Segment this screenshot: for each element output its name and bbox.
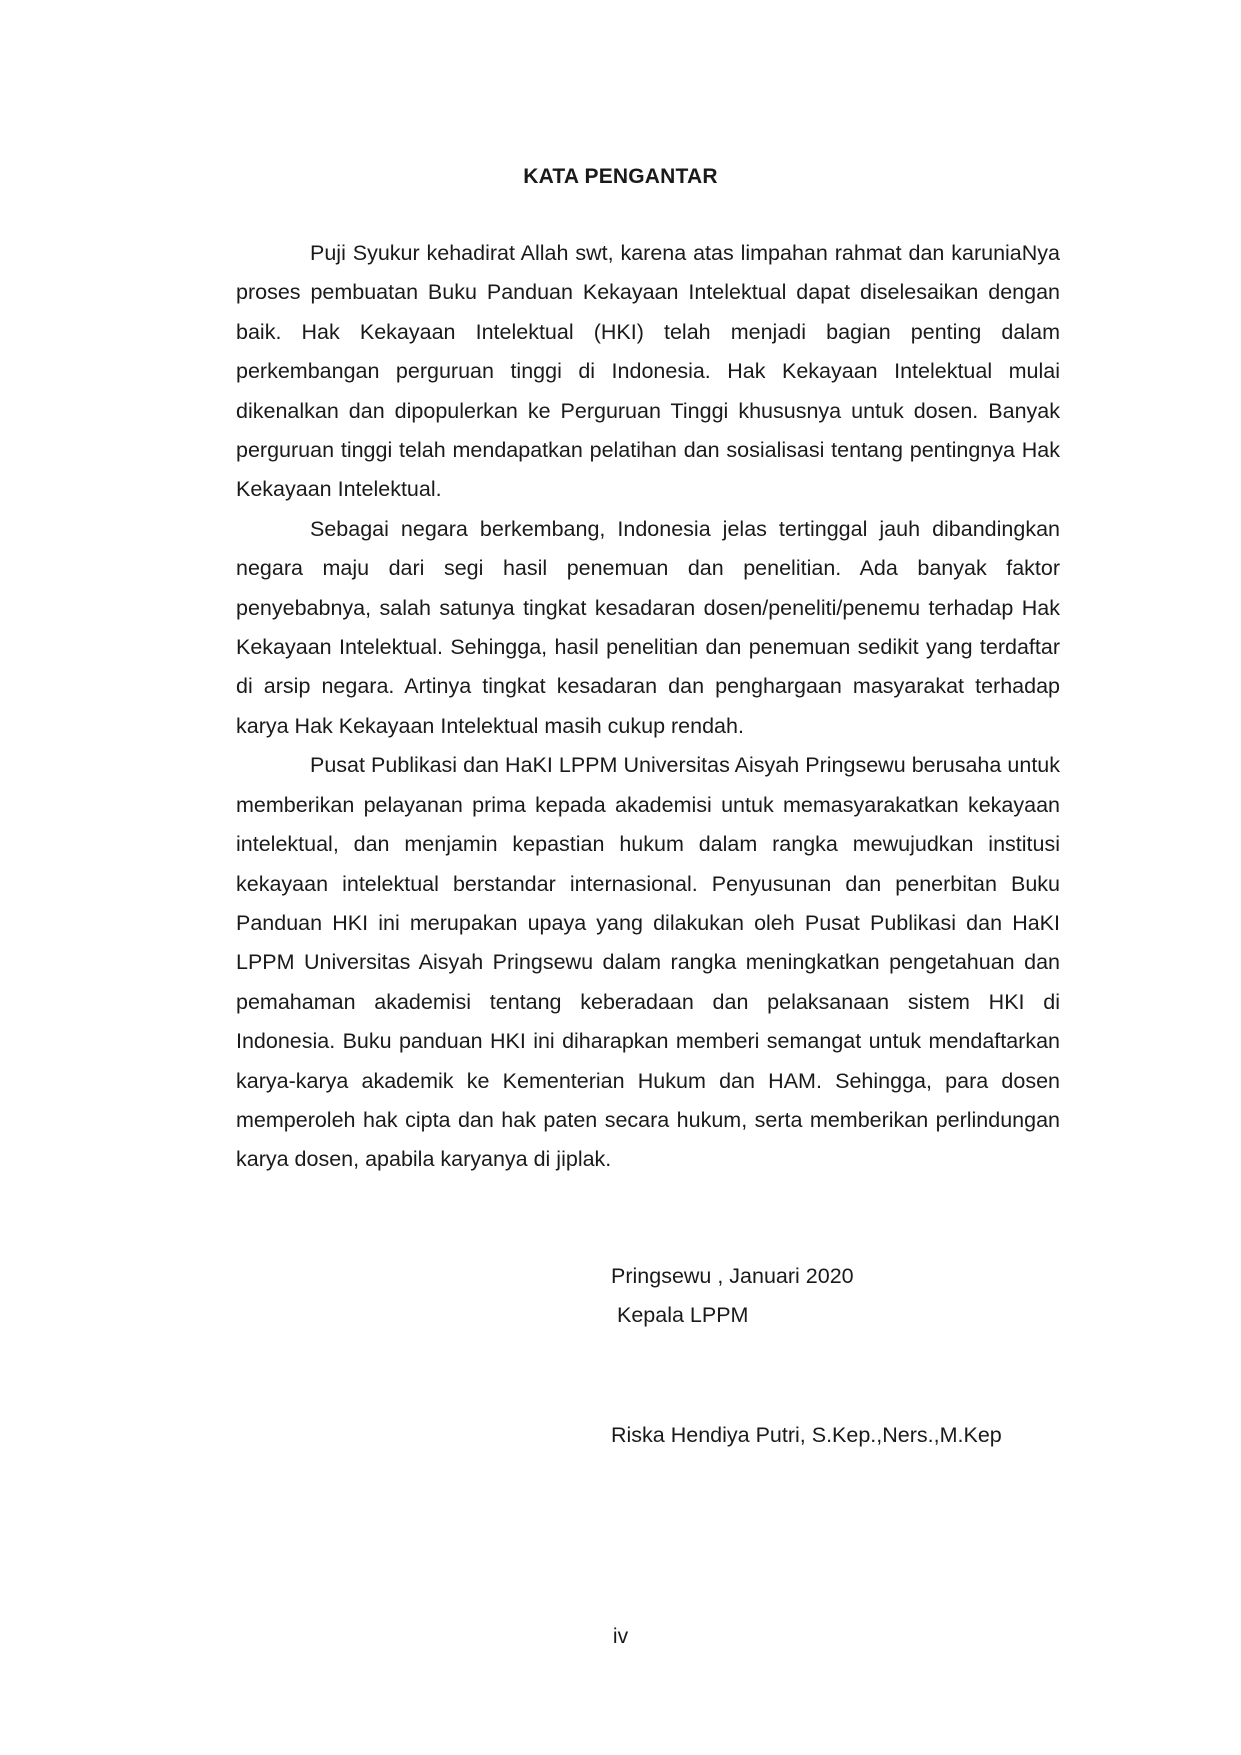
paragraph-1: Puji Syukur kehadirat Allah swt, karena atas limpahan rahmat dan karuniaNya proses pembuatan Buku Panduan Kekayaan Intelektual dapat diselesaikan dengan baik. Hak Kekayaan Intelektual (HKI) telah menjadi bagian penting dalam perkembangan perguruan tinggi di Indonesia. Hak Kekayaan Intelektual mulai dikenalkan dan dipopulerkan ke Perguruan Tinggi khususnya untuk dosen. Banyak perguruan tinggi telah mendapatkan pelatihan dan sosialisasi tentang pentingnya Hak Kekayaan Intelektual. — [236, 241, 1060, 502]
page-title: KATA PENGANTAR — [523, 165, 718, 188]
page-number: iv — [612, 1625, 629, 1648]
signature-role: Kepala LPPM — [617, 1303, 749, 1327]
signature-name: Riska Hendiya Putri, S.Kep.,Ners.,M.Kep — [611, 1423, 1002, 1447]
signature-place-date: Pringsewu , Januari 2020 — [611, 1264, 854, 1288]
paragraph-2: Sebagai negara berkembang, Indonesia jelas tertinggal jauh dibandingkan negara maju dari segi hasil penemuan dan penelitian. Ada banyak faktor penyebabnya, salah satunya tingkat kesadaran dosen/peneliti/penemu terhadap Hak Kekayaan Intelektual. Sehingga, hasil penelitian dan penemuan sedikit yang terdaftar di arsip negara. Artinya tingkat kesadaran dan penghargaan masyarakat terhadap karya Hak Kekayaan Intelektual masih cukup rendah. — [236, 516, 1060, 738]
paragraph-3: Pusat Publikasi dan HaKI LPPM Universitas Aisyah Pringsewu berusaha untuk memberikan pelayanan prima kepada akademisi untuk memasyarakatkan kekayaan intelektual, dan menjamin kepastian hukum dalam rangka mewujudkan institusi kekayaan intelektual berstandar internasional. Penyusunan dan penerbitan Buku Panduan HKI ini merupakan upaya yang dilakukan oleh Pusat Publikasi dan HaKI LPPM Universitas Aisyah Pringsewu dalam rangka meningkatkan pengetahuan dan pemahaman akademisi tentang keberadaan dan pelaksanaan sistem HKI di Indonesia. Buku panduan HKI ini diharapkan memberi semangat untuk mendaftarkan karya-karya akademik ke Kementerian Hukum dan HAM. Sehingga, para dosen memperoleh hak cipta dan hak paten secara hukum, serta memberikan perlindungan karya dosen, apabila karyanya di jiplak. — [236, 753, 1060, 1172]
body-text — [236, 234, 1060, 1180]
